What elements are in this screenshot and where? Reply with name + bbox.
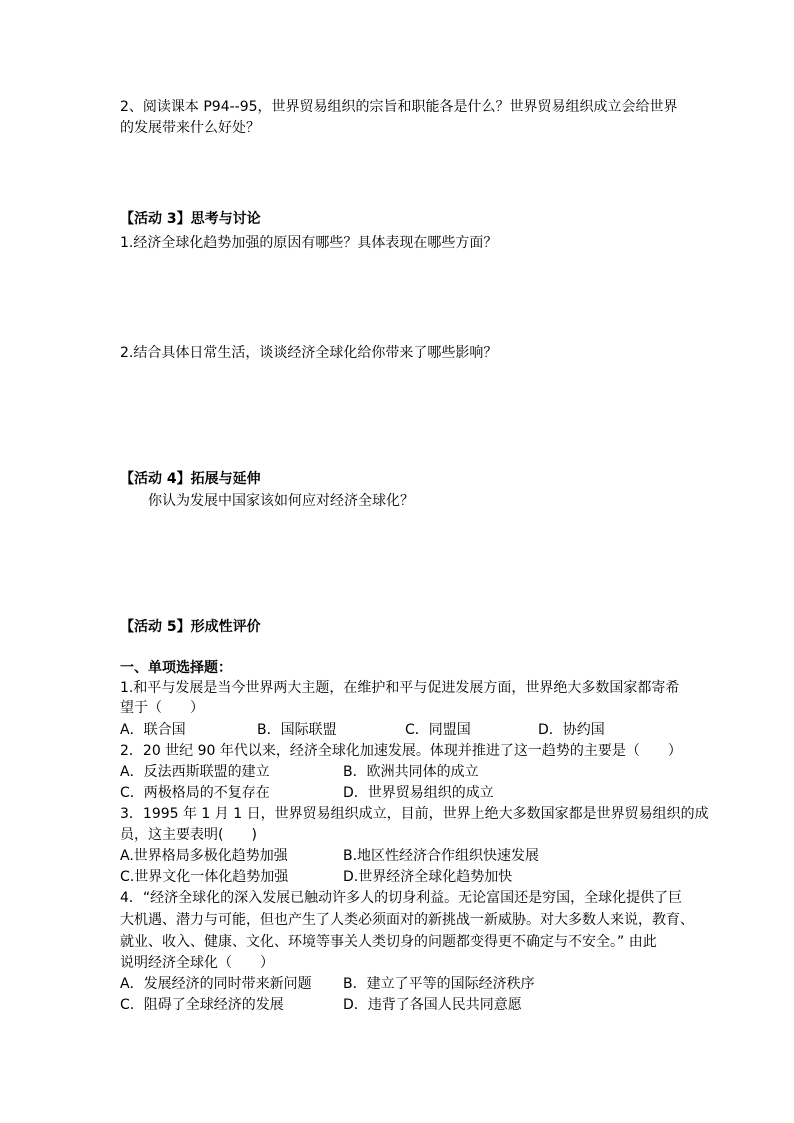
question-3-option-d: D.世界经济全球化趋势加快 bbox=[343, 869, 513, 885]
activity4-question-1: 你认为发展中国家该如何应对经济全球化？ bbox=[148, 493, 414, 509]
q2-reading-line-1: 2、阅读课本 P94--95，世界贸易组织的宗旨和职能各是什么？世界贸易组织成立会给世界 bbox=[120, 99, 678, 115]
q2-reading-line-2: 的发展带来什么好处？ bbox=[120, 120, 260, 136]
question-4-option-d: D．违背了各国人民共同意愿 bbox=[343, 997, 522, 1013]
activity3-question-1: 1.经济全球化趋势加强的原因有哪些？具体表现在哪些方面？ bbox=[120, 235, 498, 251]
question-3-option-b: B.地区性经济合作组织快速发展 bbox=[343, 848, 540, 864]
question-4-line-1: 4．“经济全球化的深入发展已触动许多人的切身利益。无论富国还是穷国，全球化提供了巨 bbox=[120, 890, 683, 906]
question-2-option-d: D．世界贸易组织的成立 bbox=[343, 785, 494, 801]
question-4-option-c: C．阻碍了全球经济的发展 bbox=[120, 997, 284, 1013]
question-4-line-3: 就业、收入、健康、文化、环境等事关人类切身的问题都变得更不确定与不安全。” 由此 bbox=[120, 934, 657, 950]
section-heading-single-choice: 一、单项选择题： bbox=[120, 660, 232, 676]
question-4-line-4: 说明经济全球化（ ） bbox=[120, 955, 274, 971]
question-4-line-2: 大机遇、潜力与可能，但也产生了人类必须面对的新挑战一新威胁。对大多数人来说，教育、 bbox=[120, 912, 694, 928]
question-2-option-a: A．反法西斯联盟的建立 bbox=[120, 764, 270, 780]
question-2-line-1: 2．20 世纪 90 年代以来，经济全球化加速发展。体现并推进了这一趋势的主要是（ ） bbox=[120, 743, 682, 759]
question-3-option-a: A.世界格局多极化趋势加强 bbox=[120, 848, 288, 864]
activity5-heading: 【活动 5】形成性评价 bbox=[120, 619, 261, 635]
activity3-heading: 【活动 3】思考与讨论 bbox=[120, 211, 261, 227]
question-4-option-b: B．建立了平等的国际经济秩序 bbox=[343, 976, 535, 992]
question-4-option-a: A．发展经济的同时带来新问题 bbox=[120, 976, 312, 992]
question-2-option-c: C．两极格局的不复存在 bbox=[120, 785, 270, 801]
question-1-line-1: 1.和平与发展是当今世界两大主题，在维护和平与促进发展方面，世界绝大多数国家都寄希 bbox=[120, 680, 680, 696]
question-1-option-b: B．国际联盟 bbox=[257, 722, 337, 738]
activity4-heading: 【活动 4】拓展与延伸 bbox=[120, 471, 261, 487]
activity3-question-2: 2.结合具体日常生活，谈谈经济全球化给你带来了哪些影响？ bbox=[120, 345, 498, 361]
question-1-option-c: C．同盟国 bbox=[405, 722, 471, 738]
question-3-option-c: C.世界文化一体化趋势加强 bbox=[120, 869, 289, 885]
question-1-option-d: D．协约国 bbox=[538, 722, 605, 738]
question-1-option-a: A．联合国 bbox=[120, 722, 186, 738]
question-3-line-1: 3．1995 年 1 月 1 日，世界贸易组织成立，目前，世界上绝大多数国家都是世界贸易组织的成 bbox=[120, 806, 709, 822]
question-1-line-2: 望于（ ） bbox=[120, 700, 204, 716]
question-2-option-b: B．欧洲共同体的成立 bbox=[343, 764, 479, 780]
question-3-line-2: 员，这主要表明( ) bbox=[120, 827, 257, 843]
